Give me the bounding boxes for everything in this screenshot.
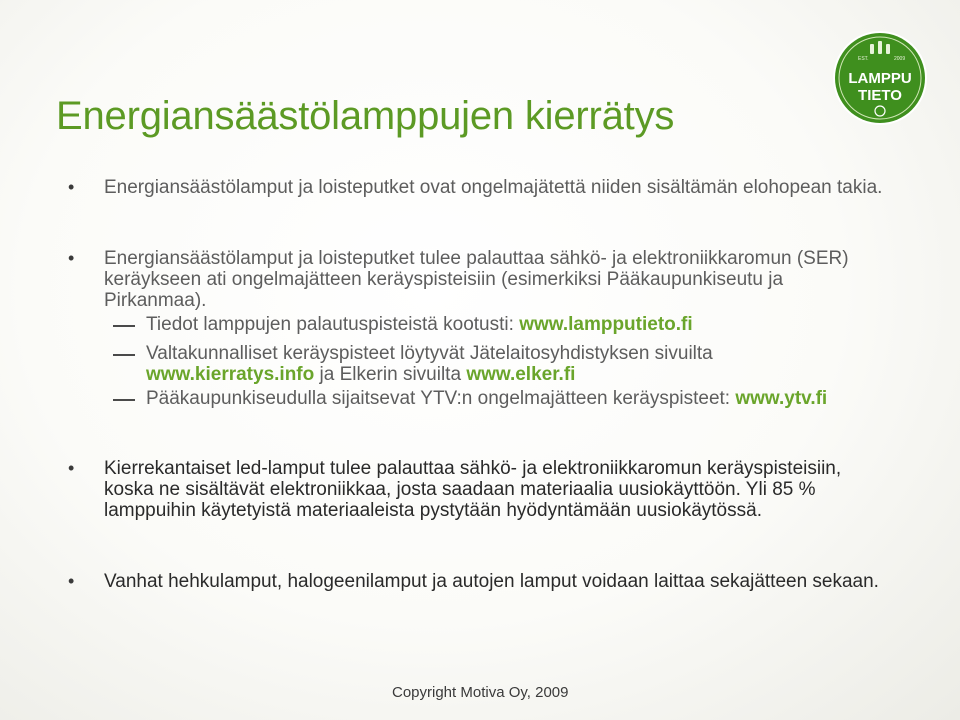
- bullet-1: • Energiansäästölamput ja loisteputket ovat ongelmajätettä niiden sisältämän elohopean takia.: [104, 177, 884, 198]
- slide-title: Energiansäästölamppujen kierrätys: [56, 94, 675, 138]
- sub-3-text: Pääkaupunkiseudulla sijaitsevat YTV:n ongelmajätteen keräyspisteet:: [146, 388, 736, 409]
- bullet-3: • Kierrekantaiset led-lamput tulee palauttaa sähkö- ja elektroniikkaromun keräyspisteisiin, koska ne sisältävät elektroniikkaa, josta saadaan materiaalia uusiokäyttöön. Yli 85 % lamppuihin käytetyistä materiaaleista pystytään hyödyntämään uusiokäytössä.: [104, 458, 884, 521]
- sub-2-text: Valtakunnalliset keräyspisteet löytyvät Jätelaitosyhdistyksen sivuilta: [146, 343, 713, 364]
- link-lampputieto[interactable]: www.lampputieto.fi: [519, 314, 693, 335]
- lampputieto-logo: [832, 30, 928, 126]
- bullet-2: • Energiansäästölamput ja loisteputket tulee palauttaa sähkö- ja elektroniikkaromun (SER) keräykseen ati ongelmajätteen keräyspisteisiin (esimerkiksi Pääkaupunkiseutu ja Pirkanmaa).: [104, 248, 884, 311]
- footer-copyright: Copyright Motiva Oy, 2009: [392, 684, 569, 701]
- link-elker[interactable]: www.elker.fi: [466, 364, 576, 385]
- sub-1-text: Tiedot lamppujen palautuspisteistä kootusti:: [146, 314, 520, 335]
- link-kierratys[interactable]: www.kierratys.info: [146, 364, 315, 385]
- logo-year: 2009: [894, 56, 906, 62]
- link-ytv[interactable]: www.ytv.fi: [735, 388, 828, 409]
- sub-2-mid: ja Elkerin sivuilta: [314, 364, 467, 385]
- logo-est: EST.: [858, 56, 869, 62]
- sub-bullet-1: [146, 314, 846, 335]
- logo-line1: LAMPPU: [848, 70, 912, 87]
- bullet-4: • Vanhat hehkulamput, halogeenilamput ja autojen lamput voidaan laittaa sekajätteen sekaan.: [104, 571, 884, 592]
- sub-bullet-2: [146, 343, 846, 385]
- logo-line2: TIETO: [858, 87, 902, 104]
- sub-bullet-3: [146, 388, 846, 409]
